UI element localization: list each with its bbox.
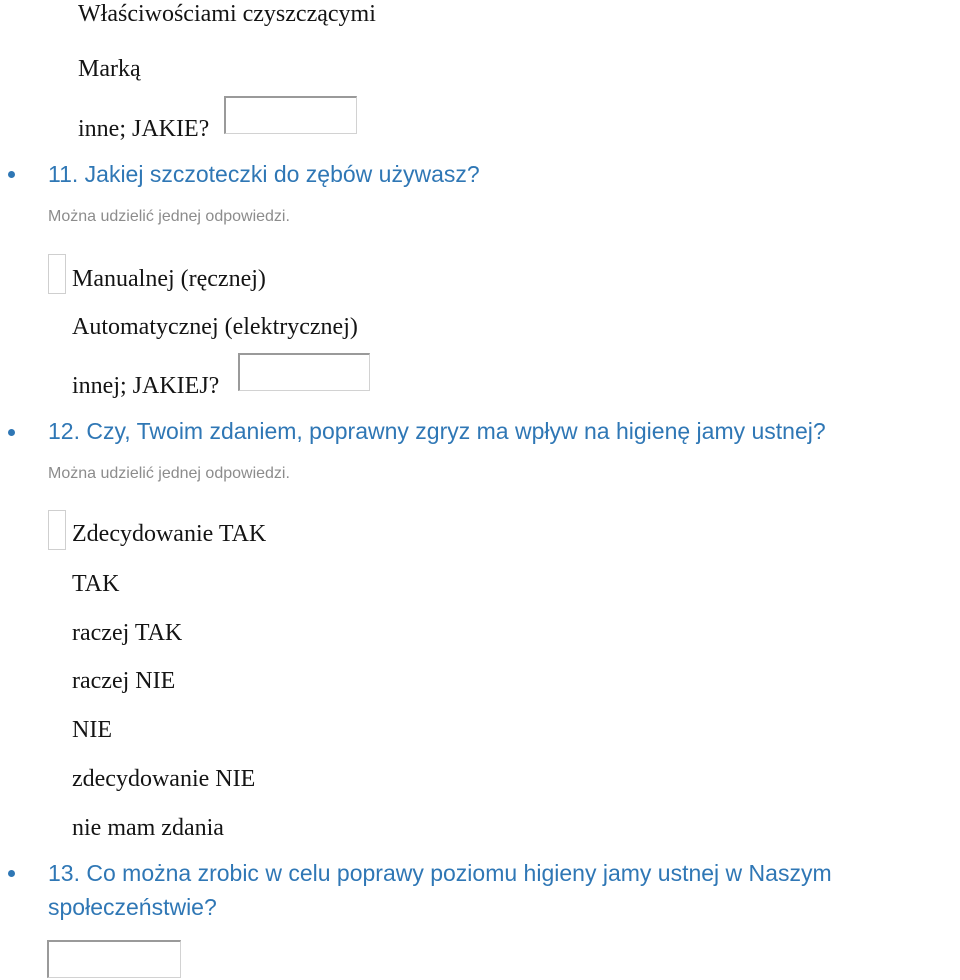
q11-bullet: [8, 171, 15, 178]
q12-question-title: 12. Czy, Twoim zdaniem, poprawny zgryz ma wpływ na higienę jamy ustnej?: [48, 418, 826, 444]
q12-option-rather-yes: raczej TAK: [72, 620, 183, 646]
q11-hint: Można udzielić jednej odpowiedzi.: [48, 208, 290, 225]
q13-bullet: [8, 870, 15, 877]
q12-option-definitely-no: zdecydowanie NIE: [72, 766, 256, 792]
q11-option-manual: Manualnej (ręcznej): [72, 266, 266, 292]
q10-option-brand: Marką: [78, 56, 141, 82]
q12-option-rather-no: raczej NIE: [72, 668, 176, 694]
q11-option-other: innej; JAKIEJ?: [72, 373, 220, 399]
q12-option-no: NIE: [72, 717, 112, 743]
q12-option-no-opinion: nie mam zdania: [72, 815, 224, 841]
q11-question-title: 11. Jakiej szczoteczki do zębów używasz?: [48, 161, 480, 187]
q11-option-automatic: Automatycznej (elektrycznej): [72, 314, 358, 340]
q11-radio[interactable]: [48, 254, 66, 294]
q12-option-definitely-yes: Zdecydowanie TAK: [72, 521, 267, 547]
q10-other-input[interactable]: [224, 96, 357, 134]
q12-option-yes: TAK: [72, 571, 120, 597]
q12-hint: Można udzielić jednej odpowiedzi.: [48, 465, 290, 482]
q13-answer-input[interactable]: [47, 940, 181, 978]
q10-option-other: inne; JAKIE?: [78, 116, 210, 142]
q11-other-input[interactable]: [238, 353, 370, 391]
q12-radio[interactable]: [48, 510, 66, 550]
q12-bullet: [8, 429, 15, 436]
q13-question-title: 13. Co można zrobic w celu poprawy poziomu higieny jamy ustnej w Naszym społeczeństwie?: [48, 860, 832, 920]
q10-option-cleaning-properties: Właściwościami czyszczącymi: [78, 1, 376, 27]
